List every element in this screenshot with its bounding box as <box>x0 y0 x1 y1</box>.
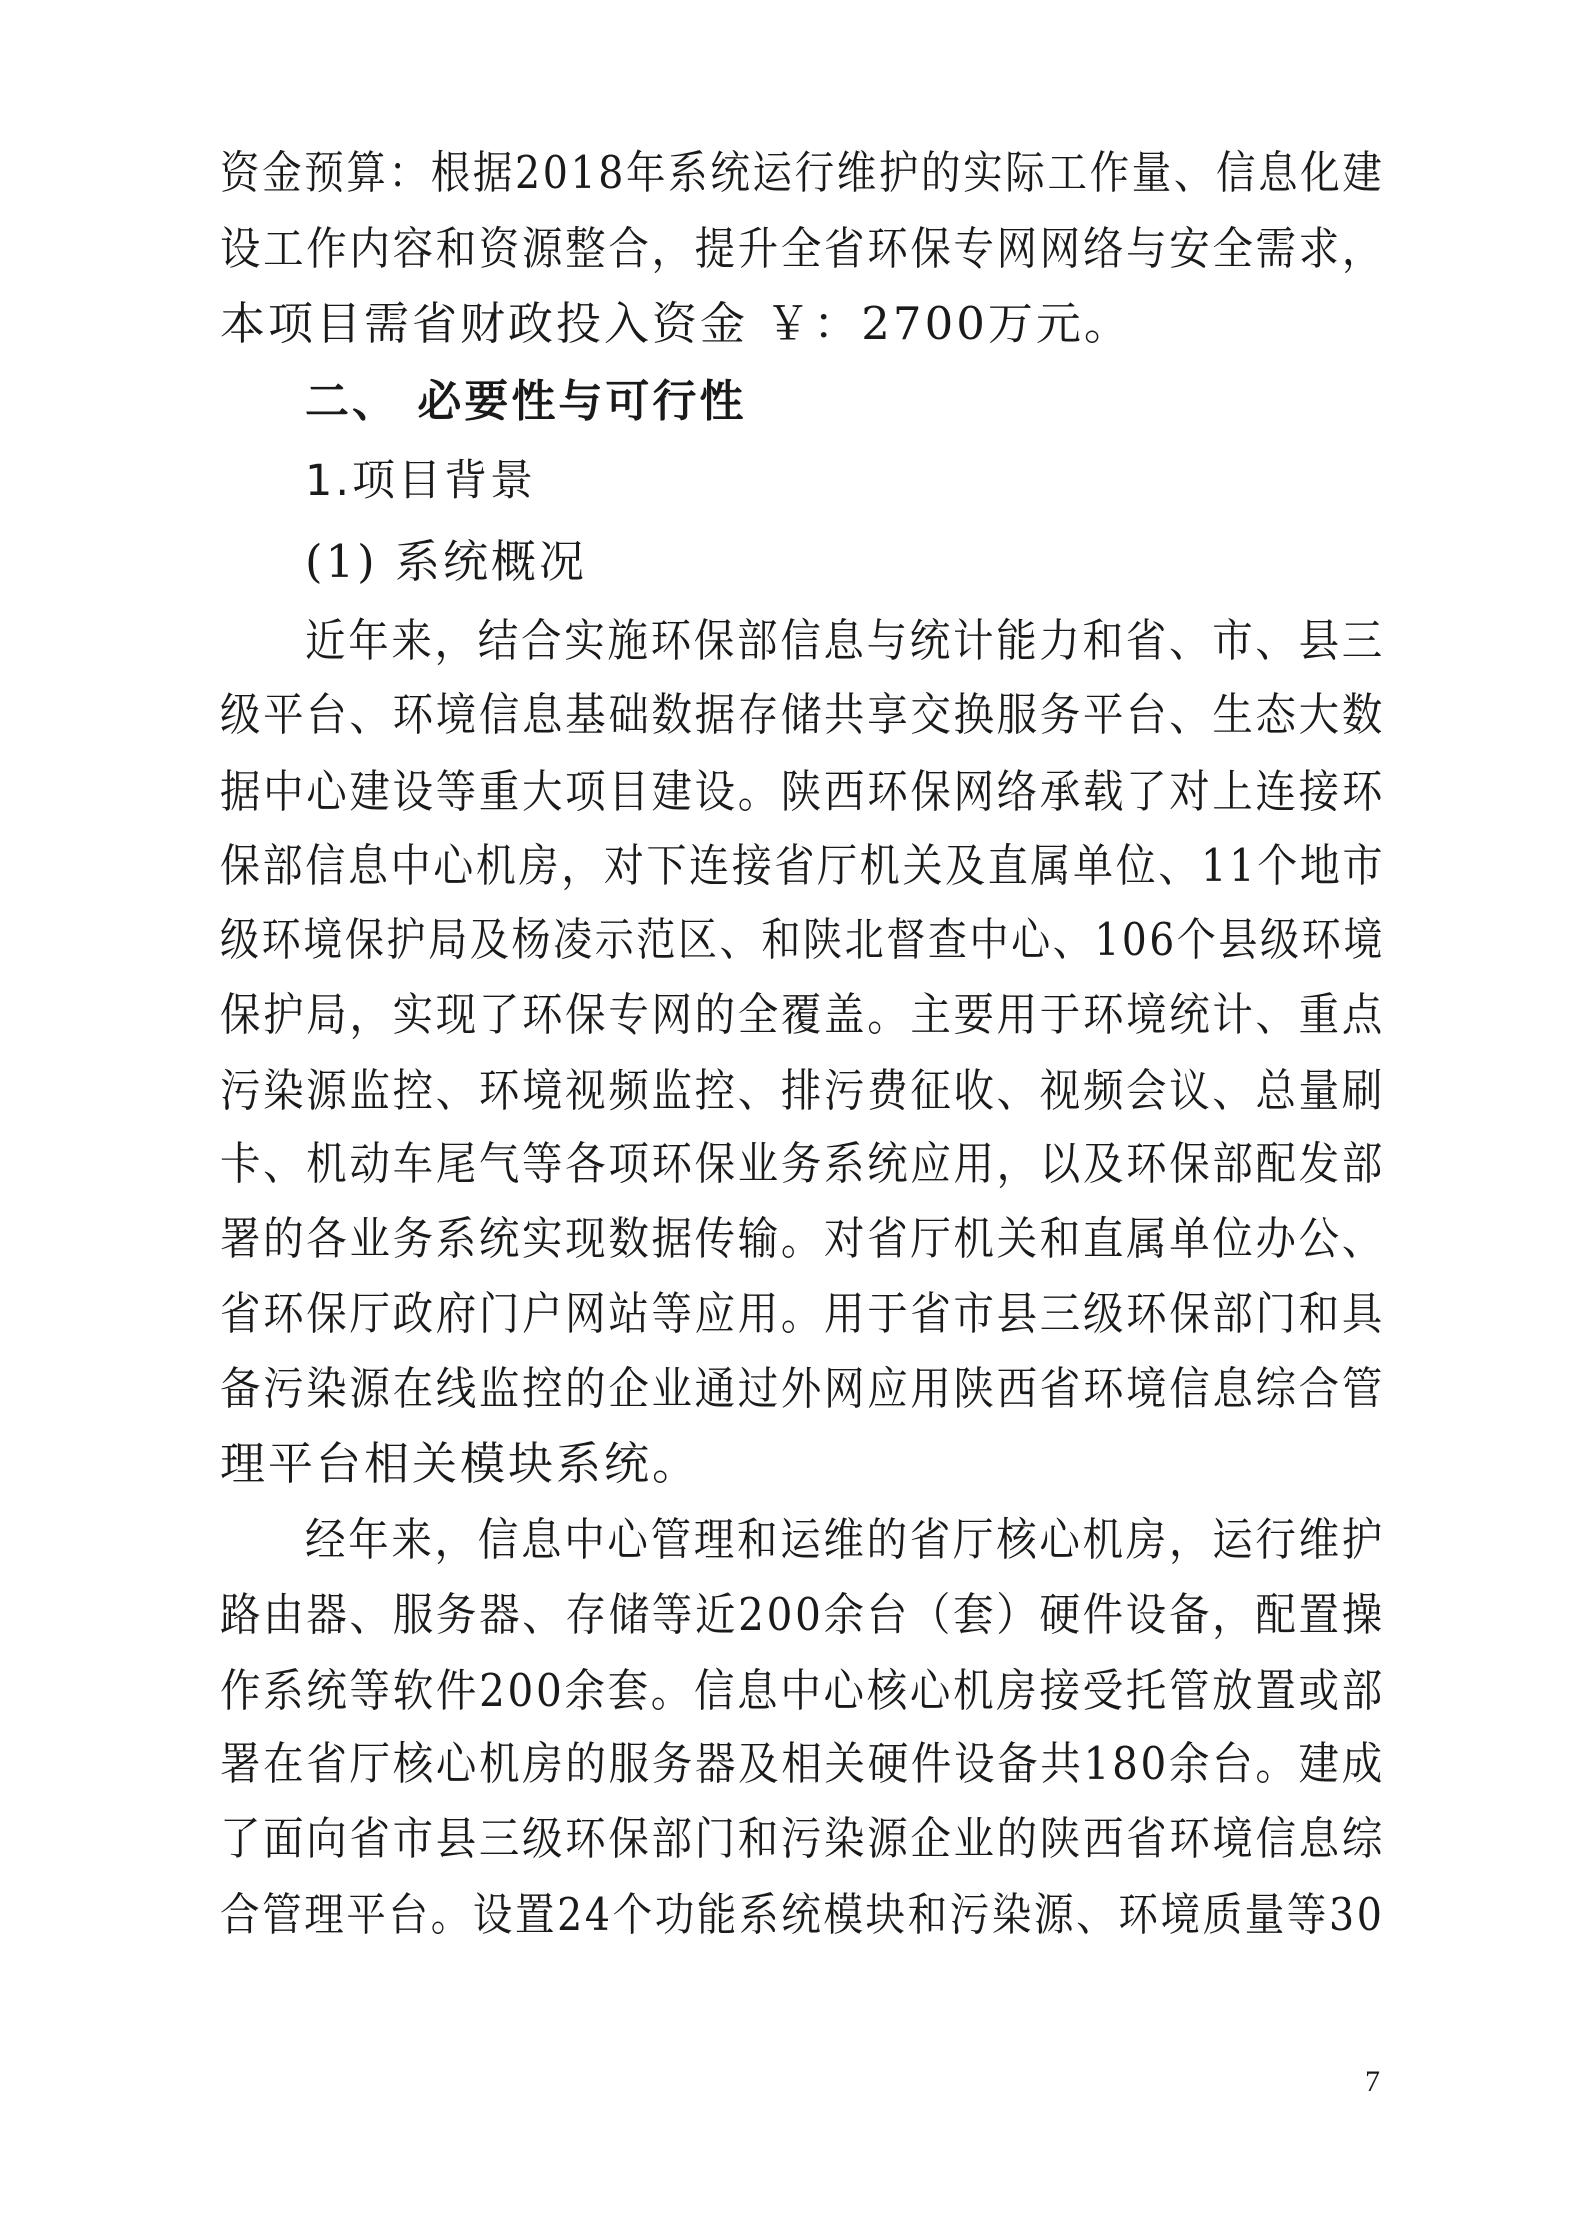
paragraph-line: 了面向省市县三级环保部门和污染源企业的陕西省环境信息综 <box>220 1812 1385 1865</box>
subsection-heading: 1.项目背景 <box>305 456 537 506</box>
paragraph-line: 经年来，信息中心管理和运维的省厅核心机房，运行维护 <box>305 1513 1386 1566</box>
paragraph-line: 近年来，结合实施环保部信息与统计能力和省、市、县三 <box>305 614 1386 667</box>
budget-line-1: 资金预算：根据2018年系统运行维护的实际工作量、信息化建 <box>220 146 1385 199</box>
paragraph-line: 据中心建设等重大项目建设。陕西环保网络承载了对上连接环 <box>220 765 1385 818</box>
paragraph-line: 污染源监控、环境视频监控、排污费征收、视频会议、总量刷 <box>220 1064 1385 1117</box>
paragraph-line: 署在省厅核心机房的服务器及相关硬件设备共180余台。建成 <box>220 1737 1385 1790</box>
paragraph-line: 备污染源在线监控的企业通过外网应用陕西省环境信息综合管 <box>220 1362 1385 1415</box>
paragraph-line: 理平台相关模块系统。 <box>220 1437 701 1490</box>
subsubsection-heading: (1) 系统概况 <box>305 535 588 588</box>
paragraph-line: 省环保厅政府门户网站等应用。用于省市县三级环保部门和具 <box>220 1287 1385 1340</box>
paragraph-line: 保部信息中心机房，对下连接省厅机关及直属单位、11个地市 <box>220 839 1386 892</box>
section-heading: 二、 必要性与可行性 <box>305 376 747 427</box>
budget-line-2: 设工作内容和资源整合，提升全省环保专网网络与安全需求， <box>220 222 1385 275</box>
paragraph-line: 作系统等软件200余套。信息中心核心机房接受托管放置或部 <box>220 1664 1385 1717</box>
paragraph-line: 署的各业务系统实现数据传输。对省厅机关和直属单位办公、 <box>220 1212 1385 1265</box>
page-number: 7 <box>1365 2065 1380 2098</box>
paragraph-line: 保护局，实现了环保专网的全覆盖。主要用于环境统计、重点 <box>220 988 1385 1041</box>
paragraph-line: 级环境保护局及杨凌示范区、和陕北督查中心、106个县级环境 <box>220 913 1385 966</box>
paragraph-line: 合管理平台。设置24个功能系统模块和污染源、环境质量等30 <box>220 1888 1385 1941</box>
paragraph-line: 级平台、环境信息基础数据存储共享交换服务平台、生态大数 <box>220 688 1385 741</box>
budget-line-3: 本项目需省财政投入资金 ￥：2700万元。 <box>220 297 1132 350</box>
paragraph-line: 路由器、服务器、存储等近200余台（套）硬件设备，配置操 <box>220 1588 1385 1641</box>
paragraph-line: 卡、机动车尾气等各项环保业务系统应用，以及环保部配发部 <box>220 1137 1385 1190</box>
